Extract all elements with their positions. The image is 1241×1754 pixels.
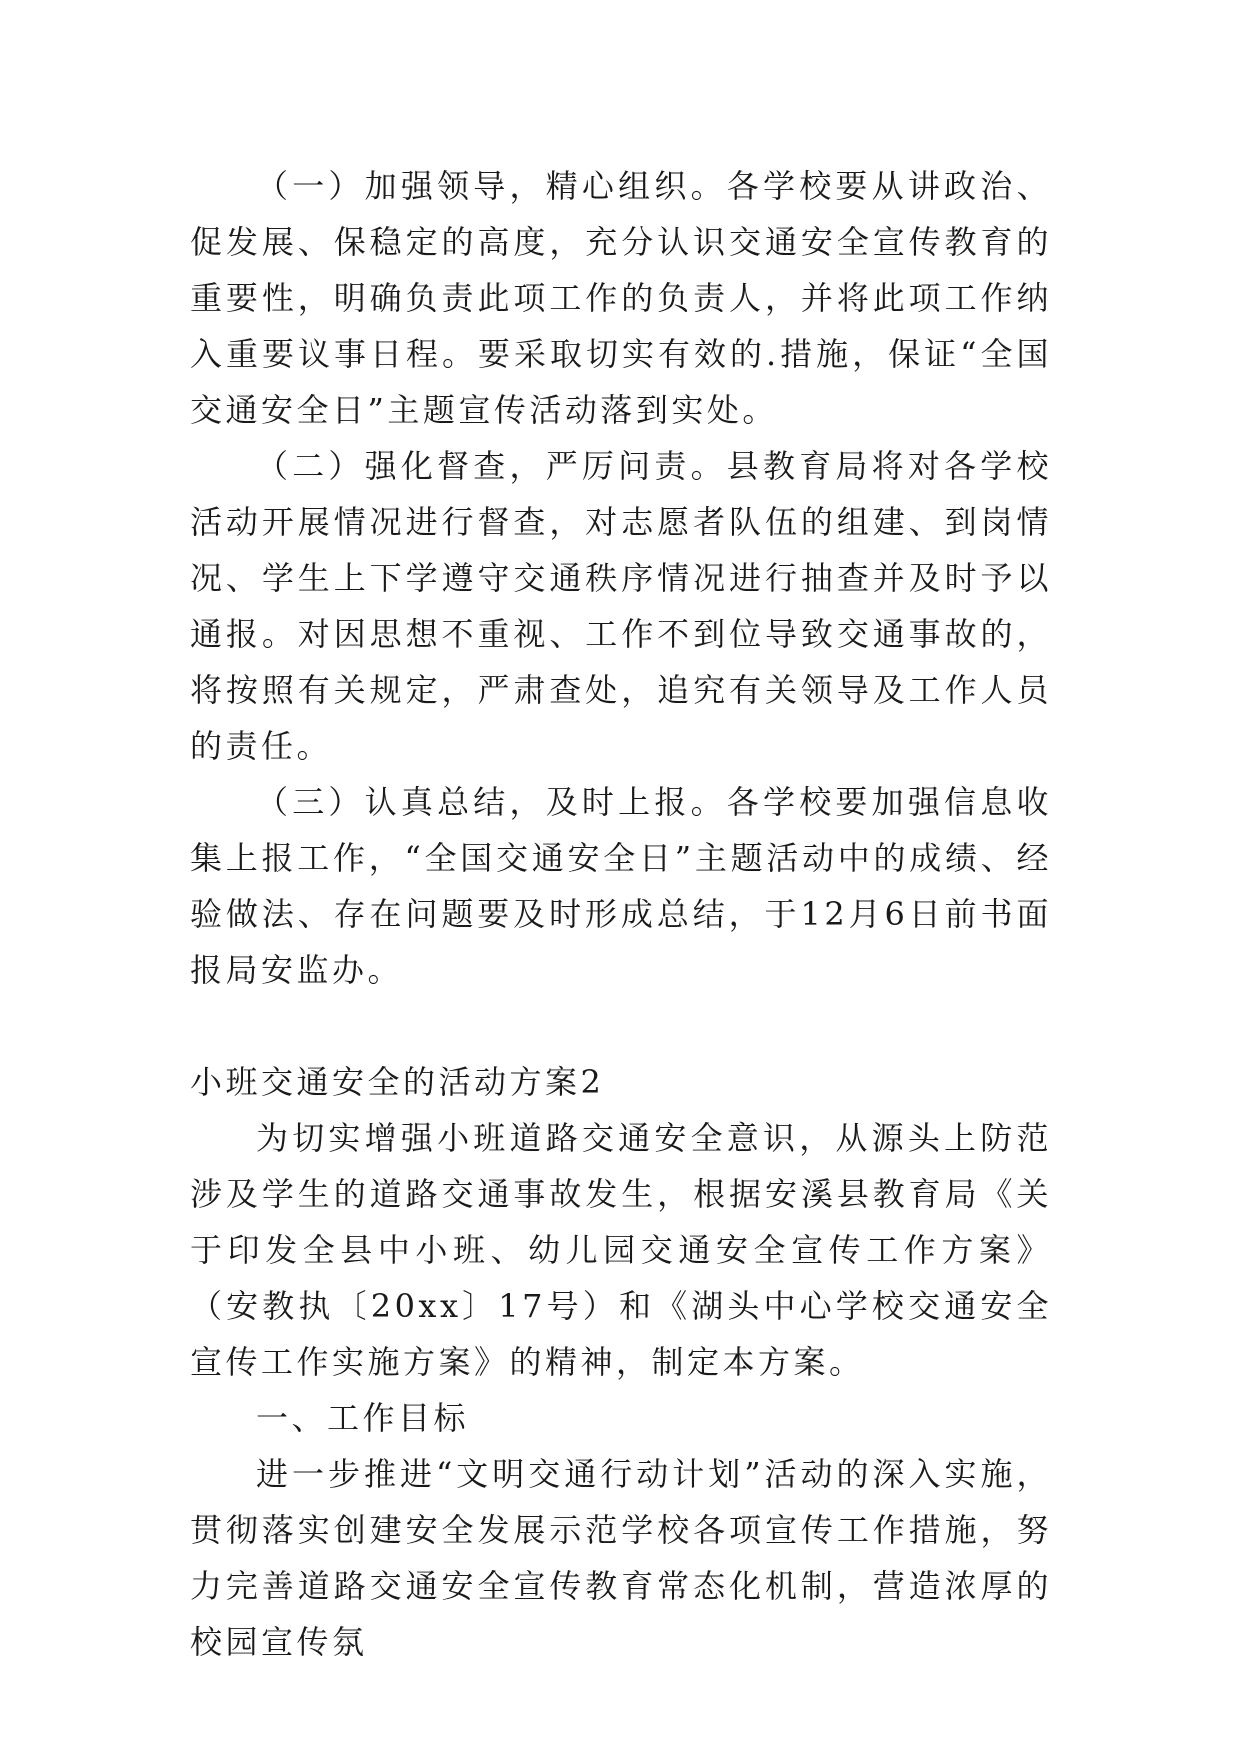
document-body — [190, 158, 1052, 1670]
paragraph-purpose: 为切实增强小班道路交通安全意识，从源头上防范涉及学生的道路交通事故发生，根据安溪县教育局《关于印发全县中小班、幼儿园交通安全宣传工作方案》（安教执〔20xx〕17号）和《湖头中心学校交通安全宣传工作实施方案》的精神，制定本方案。 — [190, 1119, 1052, 1381]
subheading-work-goal: 一、工作目标 — [256, 1399, 470, 1437]
paragraph-leadership: （一）加强领导，精心组织。各学校要从讲政治、促发展、保稳定的高度，充分认识交通安全宣传教育的重要性，明确负责此项工作的负责人，并将此项工作纳入重要议事日程。要采取切实有效的.措施，保证“全国交通安全日”主题宣传活动落到实处。 — [190, 167, 1052, 429]
paragraph-work-goal: 进一步推进“文明交通行动计划”活动的深入实施，贯彻落实创建安全发展示范学校各项宣传工作措施，努力完善道路交通安全宣传教育常态化机制，营造浓厚的校园宣传氛 — [190, 1455, 1052, 1661]
paragraph-supervision: （二）强化督查，严厉问责。县教育局将对各学校活动开展情况进行督查，对志愿者队伍的组建、到岗情况、学生上下学遵守交通秩序情况进行抽查并及时予以通报。对因思想不重视、工作不到位导致交通事故的，将按照有关规定，严肃查处，追究有关领导及工作人员的责任。 — [190, 447, 1052, 765]
paragraph-summary: （三）认真总结，及时上报。各学校要加强信息收集上报工作，“全国交通安全日”主题活动中的成绩、经验做法、存在问题要及时形成总结，于12月6日前书面报局安监办。 — [190, 783, 1052, 989]
section-title: 小班交通安全的活动方案2 — [190, 1063, 605, 1101]
